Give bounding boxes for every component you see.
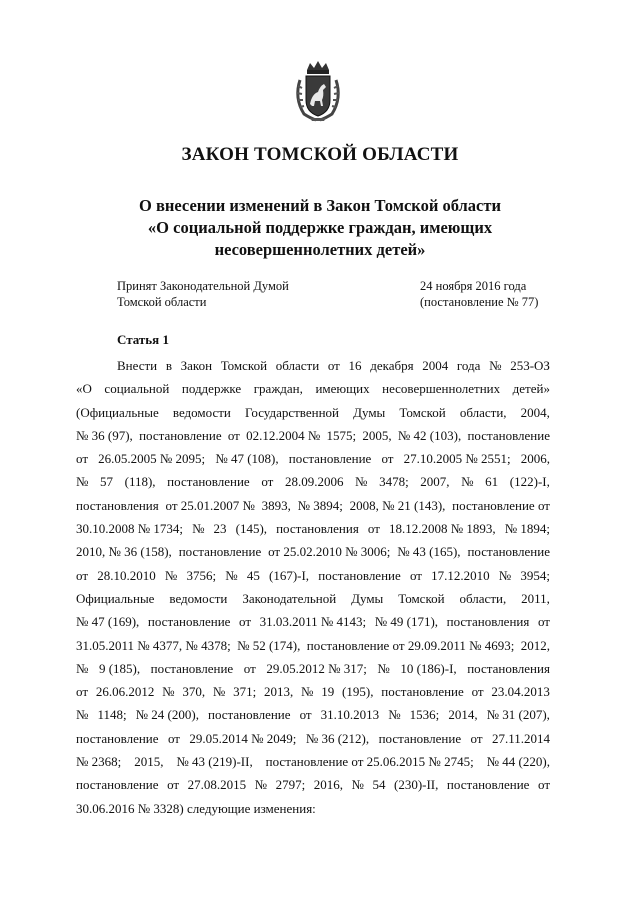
adoption-date-line: 24 ноября 2016 года (420, 279, 527, 293)
body-word: Законодательной (242, 590, 337, 606)
body-word: 57 (100, 474, 114, 490)
body-word: постановление (318, 567, 401, 583)
body-word: ведомости (169, 590, 228, 606)
law-subject (60, 195, 580, 261)
body-word: № 36 (212), (305, 730, 370, 746)
body-line (76, 401, 550, 424)
adoption-line: Принят Законодательной Думой (117, 279, 289, 293)
body-word: Официальные (76, 590, 155, 606)
article-heading: Статья 1 (117, 332, 169, 347)
body-word: от (76, 567, 89, 583)
body-word: 28.09.2006 (284, 474, 344, 490)
body-word: 30.10.2008 № 1734; (76, 521, 184, 537)
body-line (76, 354, 550, 377)
body-word: № (355, 474, 368, 490)
body-word: № 43 (219)-II, (176, 754, 253, 770)
body-word: 2004, (520, 404, 550, 420)
body-word: 2010, № 36 (158), (76, 544, 172, 560)
body-word: постановления (446, 614, 530, 630)
body-word: № (461, 474, 474, 490)
body-word: 1575; (326, 427, 357, 443)
body-word: № 31 (207), (486, 707, 550, 723)
body-word: Томской (220, 358, 268, 373)
body-word: постановление (178, 544, 262, 560)
body-word: постановление (467, 544, 550, 560)
body-word: (122)-I, (509, 474, 550, 490)
body-word: постановление (381, 684, 464, 700)
body-word: 1536; (409, 707, 440, 723)
body-word: 2005, (362, 427, 392, 443)
body-word: поддержке (181, 381, 242, 397)
body-line (76, 494, 550, 517)
body-word: Внести (117, 358, 158, 373)
body-word: 10 (186)-I, (400, 660, 457, 676)
body-line (76, 424, 550, 447)
body-line (76, 680, 550, 703)
body-word: № (301, 684, 314, 700)
body-word: постановление (208, 707, 291, 723)
body-word: 54 (372, 777, 386, 793)
body-line (76, 517, 550, 540)
body-line (76, 470, 550, 493)
body-word: 2004 (422, 358, 449, 373)
body-word: № (212, 684, 226, 700)
body-word: № (498, 567, 512, 583)
body-line (76, 703, 550, 726)
body-word: Томской (399, 404, 446, 420)
body-word: в (165, 358, 172, 373)
body-word: № (192, 521, 205, 537)
body-word: № (489, 358, 502, 373)
body-word: 2007, (420, 474, 450, 490)
body-word: № (76, 707, 89, 723)
body-word: детей» (512, 381, 550, 397)
adoption-body (117, 278, 289, 310)
body-word: 61 (485, 474, 499, 490)
body-word: № 49 (171), (374, 614, 439, 630)
body-line (76, 657, 550, 680)
body-word: от (470, 730, 483, 746)
body-word: постановление от 25.06.2015 № 2745; (265, 754, 474, 770)
body-word: 31.05.2011 № 4377, № 4378; (76, 637, 231, 653)
body-line (76, 634, 550, 657)
body-word: 27.10.2005 № 2551; (403, 451, 511, 467)
body-word: Томской (398, 590, 445, 606)
body-word: (Официальные (76, 404, 159, 420)
body-word: социальной (104, 381, 170, 397)
body-word: постановление (76, 730, 159, 746)
body-word: от (76, 451, 89, 467)
body-word: 3893, (261, 497, 291, 513)
body-word: 2006, (520, 451, 550, 467)
body-word: 19 (321, 684, 335, 700)
body-word: № (164, 567, 178, 583)
body-word: (118), (124, 474, 156, 490)
body-word: постановление (150, 660, 234, 676)
body-word: «О (76, 381, 92, 397)
body-word: 27.08.2015 (187, 777, 247, 793)
body-word: постановление (76, 777, 159, 793)
body-word: 29.05.2012 № 317; (266, 660, 367, 676)
adoption-date (420, 278, 538, 310)
body-word: 16 (348, 358, 362, 373)
body-word: 23 (213, 521, 227, 537)
adoption-line: Томской области (117, 295, 207, 309)
body-word: года (456, 358, 481, 373)
body-word: от (76, 684, 89, 700)
body-word: от (239, 614, 252, 630)
body-word: 2015, (134, 754, 164, 770)
body-word: 2014, (448, 707, 478, 723)
body-word: постановление (139, 427, 222, 443)
body-word: постановления (276, 521, 359, 537)
body-word: постановление (167, 474, 250, 490)
body-word: постановление (467, 427, 550, 443)
body-word: 26.06.2012 (95, 684, 155, 700)
body-word: № 36 (97), (76, 427, 133, 443)
body-word: области, (459, 404, 507, 420)
body-word: от (167, 777, 180, 793)
body-word: от (537, 777, 550, 793)
body-word: 29.05.2014 № 2049; (189, 730, 297, 746)
body-word: постановление (147, 614, 231, 630)
body-word: 2011, (521, 590, 550, 606)
body-word: граждан, (253, 381, 303, 397)
body-word: № 1894; (504, 521, 550, 537)
body-word: Государственной (245, 404, 340, 420)
body-line (76, 610, 550, 633)
body-word: от (409, 567, 422, 583)
body-word: № 43 (165), (397, 544, 461, 560)
body-word: 28.10.2010 (97, 567, 156, 583)
body-word: от 25.01.2007 № (165, 497, 255, 513)
body-word: постановления (467, 660, 550, 676)
body-word: 26.05.2005 № 2095; (98, 451, 206, 467)
body-line (76, 727, 550, 750)
body-word: 27.11.2014 (491, 730, 550, 746)
body-line (76, 773, 550, 796)
body-word: № 52 (174), (237, 637, 301, 653)
body-word: № 42 (103), (397, 427, 462, 443)
body-word: № 3894; (297, 497, 343, 513)
body-word: 2016, (313, 777, 343, 793)
body-word: 18.12.2008 № 1893, (388, 521, 496, 537)
subject-line: О внесении изменений в Закон Томской области (139, 196, 501, 215)
body-word: 371; (233, 684, 257, 700)
body-word: № (225, 567, 238, 583)
body-line (76, 750, 550, 773)
body-word: 2012, (520, 637, 550, 653)
body-word: 31.03.2011 № 4143; (259, 614, 367, 630)
body-line (76, 377, 550, 400)
body-word: от (167, 730, 180, 746)
body-word: 17.12.2010 (431, 567, 490, 583)
article-body (76, 354, 550, 820)
body-word: постановление (378, 730, 462, 746)
body-word: (145), (235, 521, 268, 537)
body-word: № (388, 707, 401, 723)
body-word: декабря (370, 358, 414, 373)
body-word: от (367, 521, 380, 537)
body-word: постановление (288, 451, 372, 467)
body-word: № (76, 474, 89, 490)
body-word: 3478; (379, 474, 409, 490)
body-line (76, 447, 550, 470)
body-word: от (537, 614, 550, 630)
body-word: от (471, 684, 484, 700)
body-word: постановления (76, 497, 159, 513)
body-word: 3954; (520, 567, 550, 583)
body-word: № 44 (220), (486, 754, 550, 770)
body-word: № 24 (200), (135, 707, 199, 723)
body-word: 3756; (186, 567, 217, 583)
body-word: Закон (180, 358, 213, 373)
body-word: от 25.02.2010 № 3006; (268, 544, 391, 560)
body-line (76, 587, 550, 610)
body-word: 1148; (97, 707, 127, 723)
subject-line: «О социальной поддержке граждан, имеющих (147, 218, 493, 237)
body-word: Думы (351, 590, 384, 606)
body-word: 2797; (275, 777, 306, 793)
body-word: (167)-I, (268, 567, 310, 583)
body-word: 02.12.2004 № (246, 427, 321, 443)
body-word: области (275, 358, 320, 373)
body-word: (195), (342, 684, 374, 700)
body-word: № (162, 684, 175, 700)
body-word: № (351, 777, 364, 793)
body-word: от (261, 474, 274, 490)
body-word: (230)-II, (393, 777, 439, 793)
body-word: 370, (182, 684, 206, 700)
body-line (76, 564, 550, 587)
body-word: № 2368; (76, 754, 122, 770)
body-word: Думы (353, 404, 386, 420)
body-word: № (254, 777, 268, 793)
body-word: от (327, 358, 340, 373)
body-word: 30.06.2016 № 3328) следующие изменения: (76, 800, 316, 816)
law-title: ЗАКОН ТОМСКОЙ ОБЛАСТИ (181, 144, 459, 165)
body-word: 31.10.2013 (320, 707, 380, 723)
body-word: № (76, 660, 89, 676)
adoption-resolution-line: (постановление № 77) (420, 295, 539, 309)
body-word: 9 (185), (98, 660, 141, 676)
body-word: постановление от (452, 497, 550, 513)
body-word: от (227, 427, 240, 443)
body-word: области, (459, 590, 507, 606)
body-word: от (299, 707, 312, 723)
subject-line: несовершеннолетних детей» (214, 240, 426, 259)
body-word: 45 (246, 567, 260, 583)
body-word: несовершеннолетних (382, 381, 501, 397)
body-word: от (381, 451, 394, 467)
body-word: имеющих (315, 381, 370, 397)
body-word: 253-ОЗ (510, 358, 550, 373)
body-word: 2008, № 21 (143), (349, 497, 446, 513)
coat-of-arms-icon (290, 60, 346, 122)
body-word: № 47 (169), (76, 614, 140, 630)
body-word: 23.04.2013 (491, 684, 550, 700)
body-word: постановление (446, 777, 530, 793)
body-word: постановление от 29.09.2011 № 4693; (306, 637, 515, 653)
body-word: ведомости (172, 404, 231, 420)
body-line (76, 797, 550, 820)
body-word: от (243, 660, 256, 676)
body-line (76, 540, 550, 563)
body-word: № (377, 660, 390, 676)
body-word: № 47 (108), (215, 451, 279, 467)
body-word: 2013, (263, 684, 294, 700)
